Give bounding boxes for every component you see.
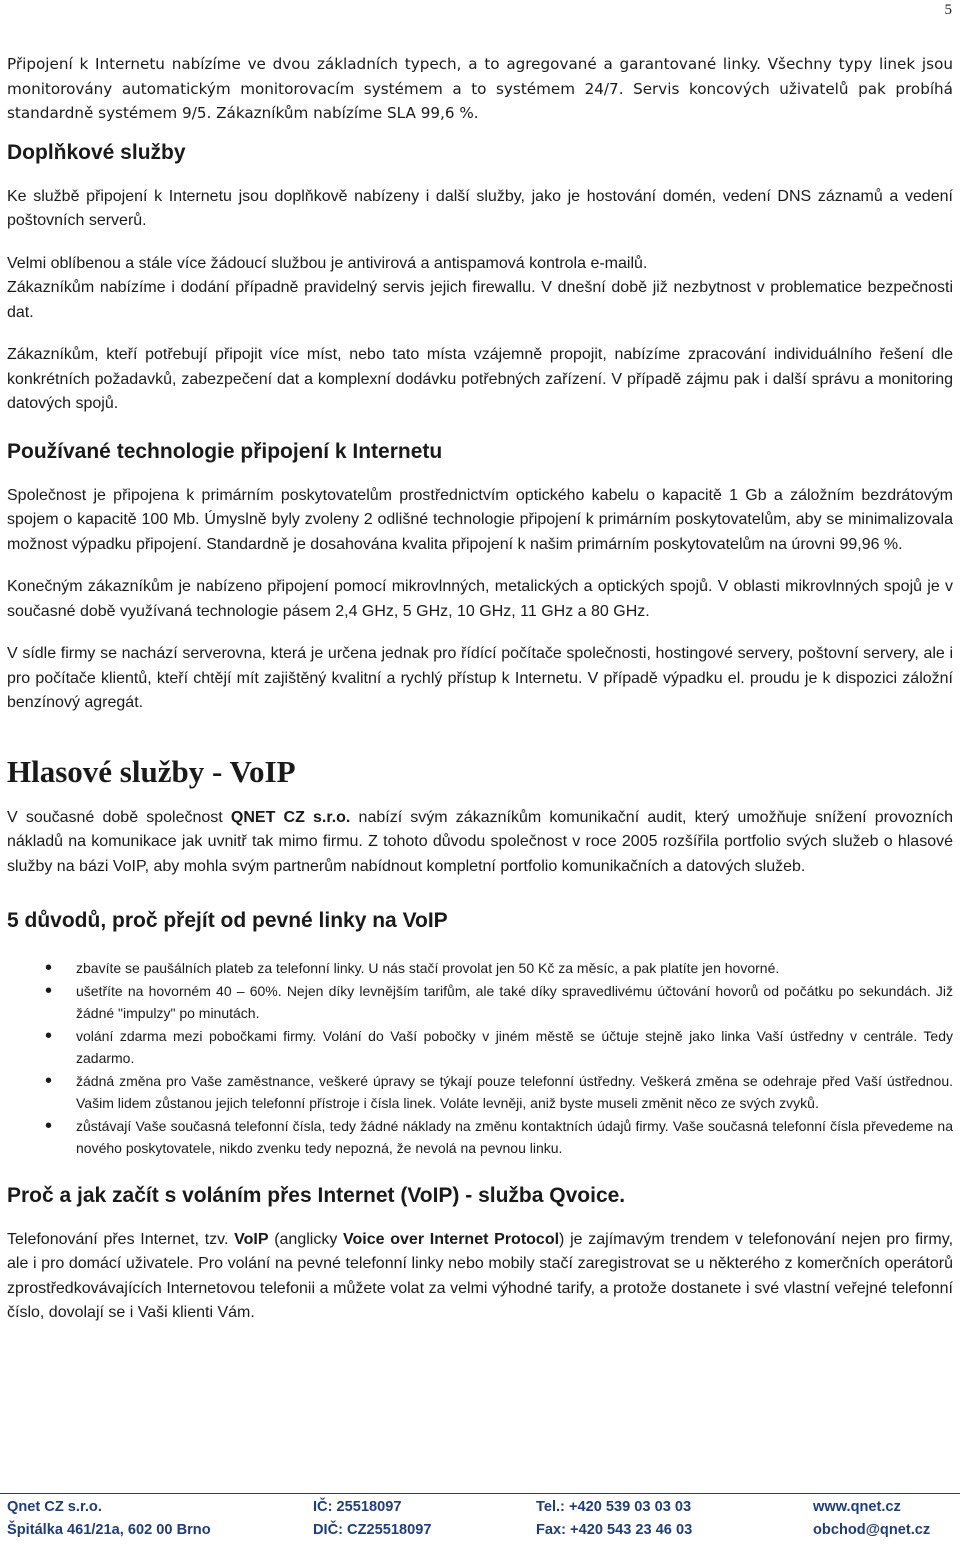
list-item: • žádná změna pro Vaše zaměstnance, veškeré úpravy se týkají pouze telefonní ústředny. Veškerá změna se odehraje před Vaší ústřednou. Vašim lidem zůstanou jejich telefonní přístroje i čísla linek. Voláte levněji, aniž byste museli změnit něco ze svých zvyků. — [7, 1070, 953, 1115]
paragraph-doplnkove-4: Zákazníkům, kteří potřebují připojit více míst, nebo tato místa vzájemně propojit, nabízíme zpracování individuálního řešení dle konkrétních požadavků, zabezpečení dat a komplexní dodávku potřebných zařízení. V případě zájmu pak i další správu a monitoring datových spojů. — [7, 346, 953, 412]
heading-hlasove-sluzby: Hlasové služby - VoIP — [7, 753, 296, 789]
footer-ic: IČ: 25518097 — [313, 1499, 402, 1515]
list-item: • volání zdarma mezi pobočkami firmy. Volání do Vaší pobočky v jiném městě se účtuje stejně jako linka Vaší ústředny v centrále. Tedy zadarmo. — [7, 1025, 953, 1070]
footer-row-2 — [7, 1522, 953, 1544]
paragraph-technologie-1: Společnost je připojena k primárním poskytovatelům prostřednictvím optického kabelu o kapacitě 1 Gb a záložním bezdrátovým spojem o kapacitě 100 Mb. Úmyslně byly zvoleny 2 odlišné technologie připojení k primárním poskytovatelům, aby se minimalizovala možnost výpadku připojení. Standardně je dosahována kvalita připojení k našim primárním poskytovatelům na úrovni 99,96 %. — [7, 486, 953, 553]
voice-over-ip-bold: Voice over Internet Protocol — [343, 1230, 560, 1248]
paragraph-qvoice — [7, 1228, 953, 1326]
paragraph-doplnkove-3: Zákazníkům nabízíme i dodání případně pravidelný servis jejich firewallu. V dnešní době již nezbytnost v problematice bezpečnosti dat. — [7, 279, 953, 321]
list-item: • ušetříte na hovorném 40 – 60%. Nejen díky levnějším tarifům, ale také díky spravedlivému účtování hovorů od počátku po sekundách. Již žádné "impulzy" po minutách. — [7, 980, 953, 1025]
list-item: • zbavíte se paušálních plateb za telefonní linky. U nás stačí provolat jen 50 Kč za měsíc, a pak platíte jen hovorné. — [7, 957, 953, 980]
footer-web[interactable]: www.qnet.cz — [813, 1499, 901, 1515]
qvoice-text-c: ) je zajímavým trendem v telefonování nejen pro firmy, ale i pro domácí uživatele. Pro volání na pevné telefonní linky nebo mobily stačí zaregistrovat se u některého z komerčních operátorů zprostředkovávajících Internetovou telefonii a můžete volat za velmi výhodné tarify, a protože dostanete i své vlastní veřejné telefonní číslo, dovolají se i Vaši klienti Vám. — [7, 1230, 954, 1321]
paragraph-technologie-2: Konečným zákazníkům je nabízeno připojení pomocí mikrovlnných, metalických a optických spojů. V oblasti mikrovlnných spojů je v současné době využívaná technologie pásem 2,4 GHz, 5 GHz, 10 GHz, 11 GHz a 80 GHz. — [7, 578, 953, 620]
list-item: • zůstávají Vaše současná telefonní čísla, tedy žádné náklady na změnu kontaktních údajů firmy. Vaše současná telefonní čísla převedeme na nového poskytovatele, nikdo zvenku tedy nepozná, že nevolá na pevnou linku. — [7, 1115, 953, 1160]
company-name-bold: QNET CZ s.r.o. — [230, 808, 351, 826]
heading-qvoice: Proč a jak začít s voláním přes Internet (VoIP) - služba Qvoice. — [7, 1183, 626, 1207]
document-body — [7, 52, 953, 1326]
footer-email[interactable]: obchod@qnet.cz — [813, 1522, 931, 1538]
intro-paragraph: Připojení k Internetu nabízíme ve dvou základních typech, a to agregované a garantované linky. Všechny typy linek jsou monitorovány automatickým monitorovacím systémem a to systémem 24/7. Servis koncových uživatelů pak probíhá standardně systémem 9/5. Zákazníkům nabízíme SLA 99,6 %. — [7, 55, 953, 122]
footer-address: Špitálka 461/21a, 602 00 Brno — [7, 1522, 211, 1538]
footer-fax: Fax: +420 543 23 46 03 — [536, 1522, 693, 1538]
qvoice-text-b: (anglicky — [268, 1230, 344, 1248]
heading-5-duvodu: 5 důvodů, proč přejít od pevné linky na VoIP — [7, 909, 448, 932]
page-footer — [0, 1493, 960, 1546]
heading-doplnkove-sluzby: Doplňkové služby — [7, 140, 186, 164]
reasons-list — [7, 957, 953, 1160]
paragraph-voip — [7, 806, 953, 880]
footer-dic: DIČ: CZ25518097 — [313, 1522, 432, 1538]
paragraph-technologie-3: V sídle firmy se nachází serverovna, která je určena jednak pro řídící počítače společnosti, hostingové servery, poštovní servery, ale i pro počítače klientů, kteří chtějí mít zajištěný kvalitní a rychlý přístup k Internetu. V případě výpadku el. proudu je k dispozici záložní benzínový agregát. — [7, 645, 953, 711]
footer-company: Qnet CZ s.r.o. — [7, 1499, 102, 1515]
voip-text-b: nabízí svým zákazníkům komunikační audit, který umožňuje snížení provozních nákladů na komunikace jak uvnitř tak mimo firmu. Z tohoto důvodu společnost v roce 2005 rozšířila portfolio svých služeb o hlasové služby na bázi VoIP, aby mohla svým partnerům nabídnout kompletní portfolio komunikačních a datových služeb. — [7, 808, 954, 875]
voip-bold: VoIP — [234, 1230, 269, 1248]
page-number: 5 — [944, 2, 952, 18]
qvoice-text-a: Telefonování přes Internet, tzv. — [7, 1230, 235, 1248]
paragraph-doplnkove-1: Ke službě připojení k Internetu jsou doplňkově nabízeny i další služby, jako je hostování domén, vedení DNS záznamů a vedení poštovních serverů. — [7, 187, 953, 229]
footer-tel: Tel.: +420 539 03 03 03 — [536, 1499, 692, 1515]
footer-row-1 — [7, 1499, 953, 1521]
voip-text-a: V současné době společnost — [7, 808, 231, 826]
heading-technologie: Používané technologie připojení k Internetu — [7, 439, 443, 463]
paragraph-doplnkove-2: Velmi oblíbenou a stále více žádoucí službou je antivirová a antispamová kontrola e-mailů. — [7, 254, 648, 272]
